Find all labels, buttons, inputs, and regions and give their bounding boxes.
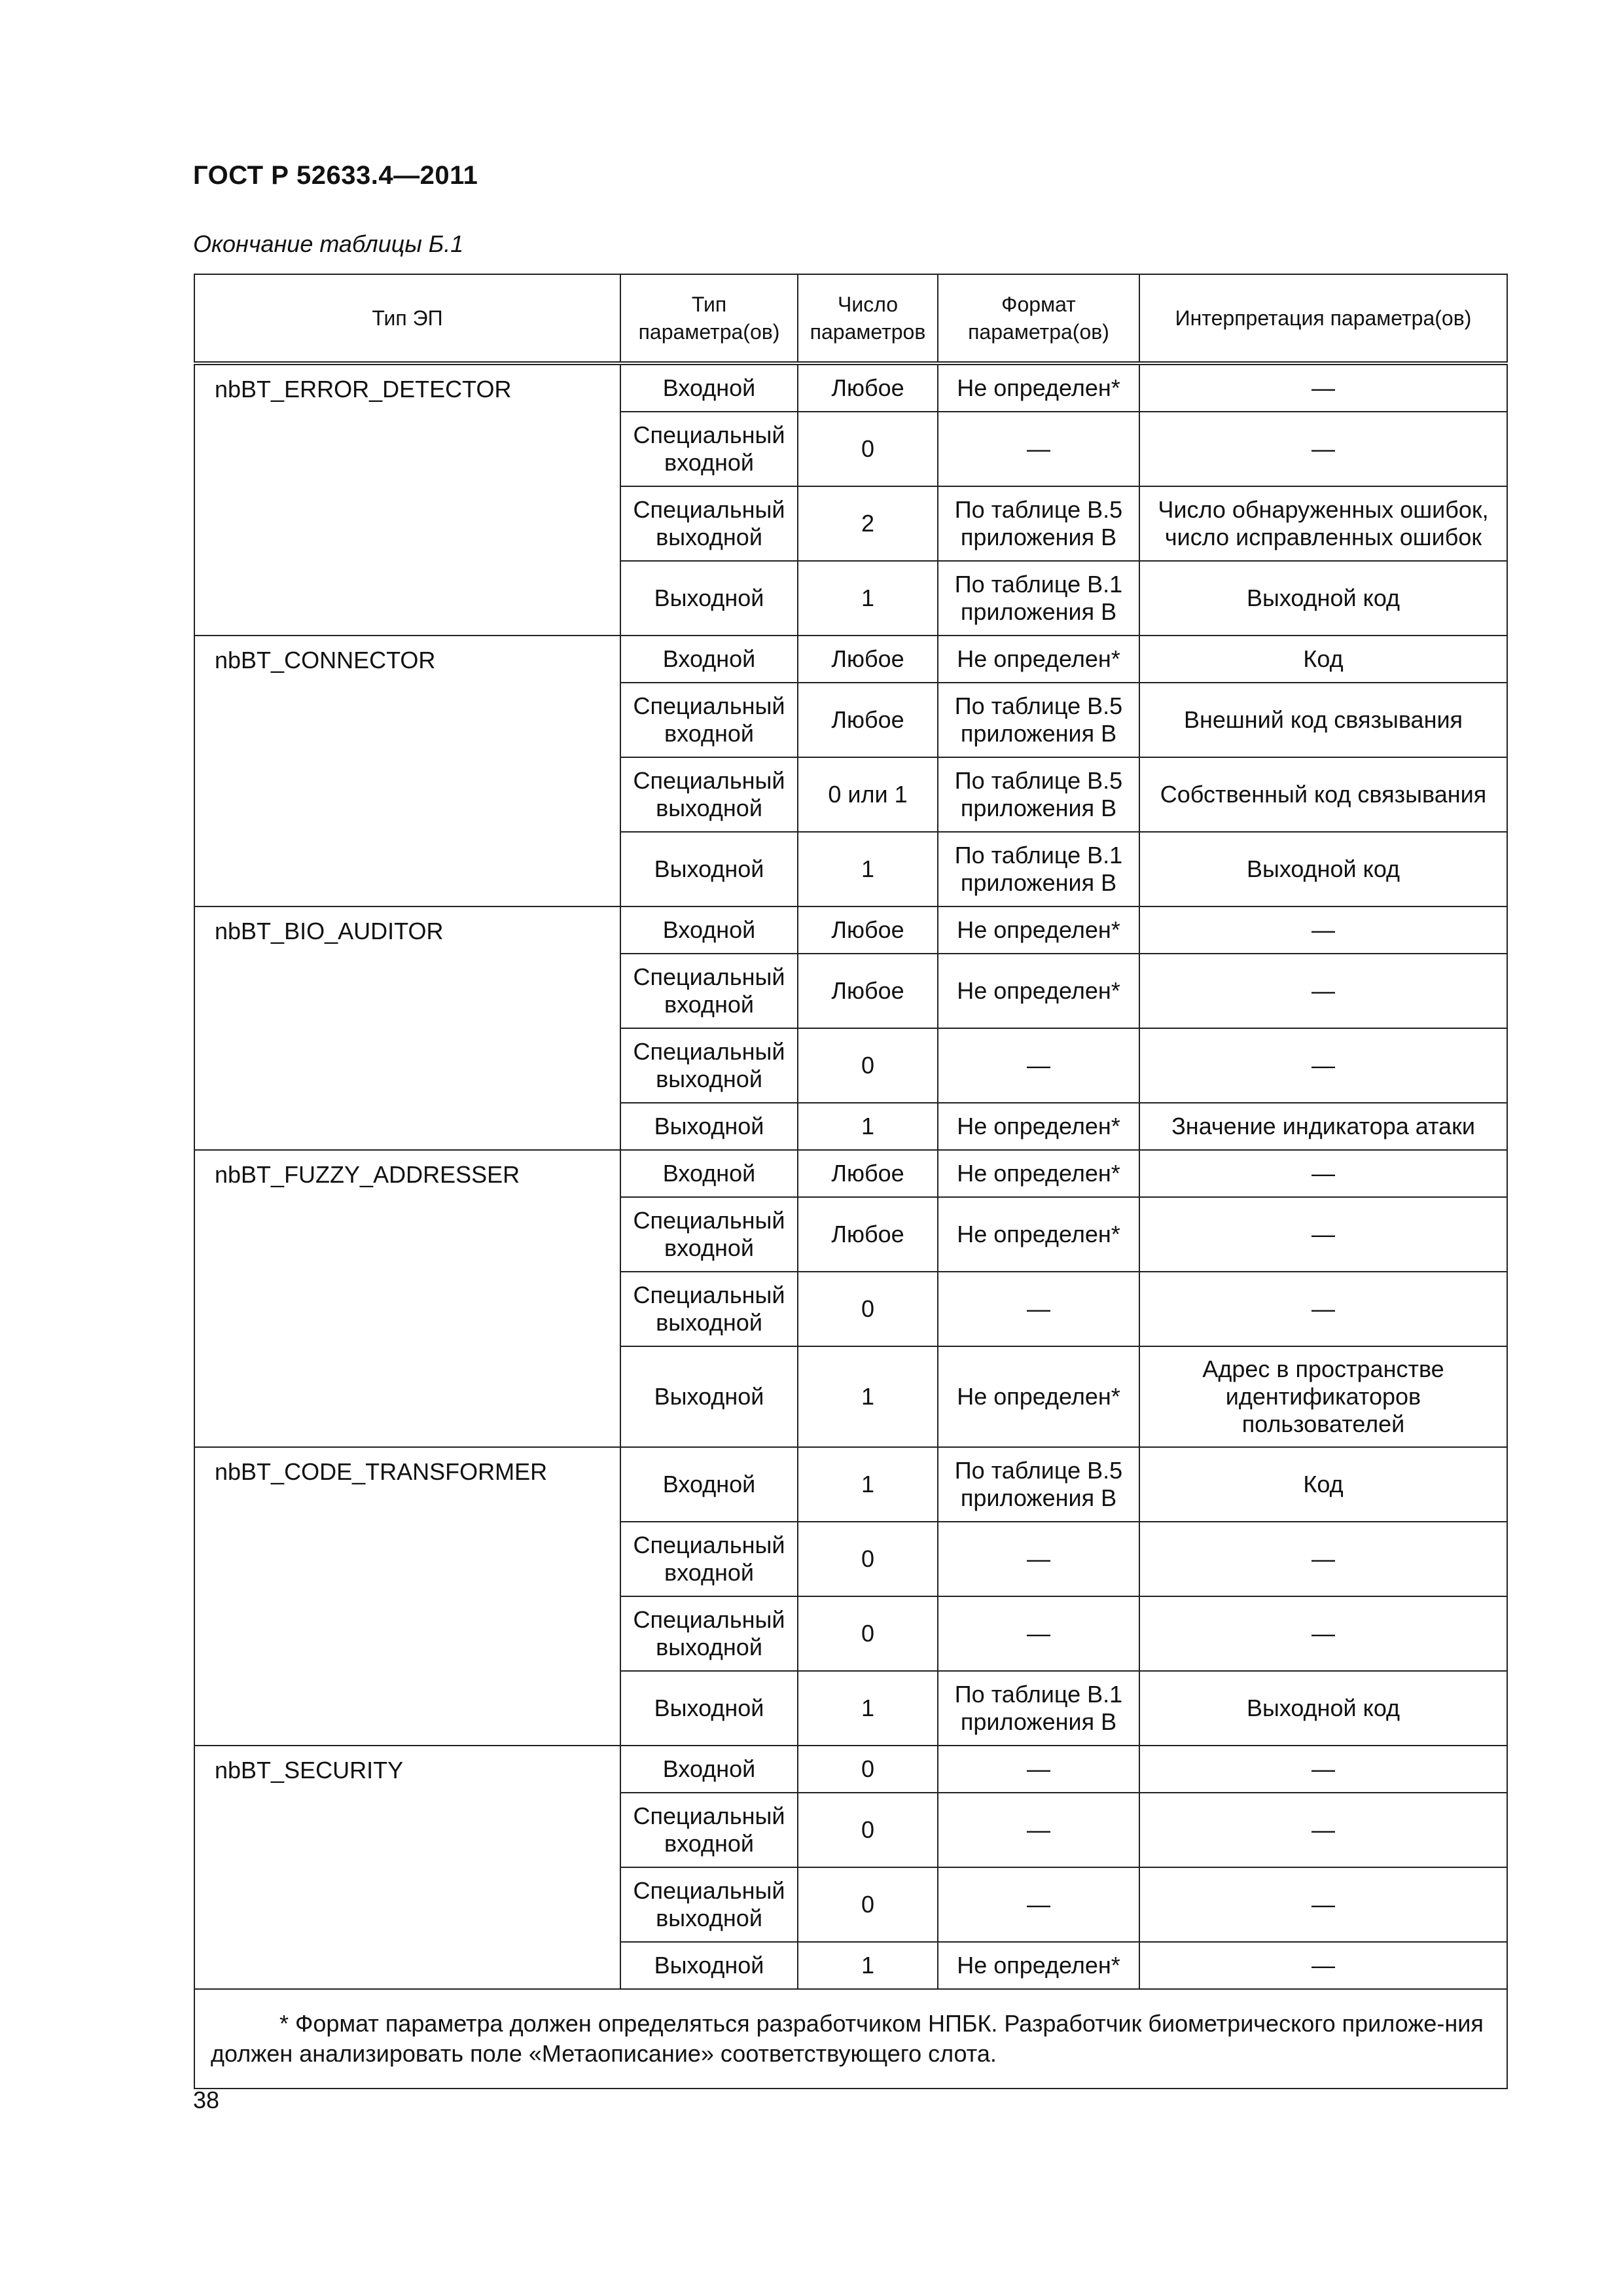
param-interpretation-cell: —	[1139, 906, 1507, 954]
param-interpretation-cell: —	[1139, 1942, 1507, 1989]
param-interpretation-cell: Значение индикатора атаки	[1139, 1103, 1507, 1150]
param-count-cell: 0 или 1	[798, 757, 938, 832]
param-type-cell: Выходной	[620, 832, 798, 906]
table-row	[194, 906, 1507, 954]
table-row	[194, 1447, 1507, 1522]
page-number: 38	[193, 2087, 220, 2113]
table-row	[194, 1746, 1507, 1793]
param-interpretation-cell: Код	[1139, 636, 1507, 683]
param-interpretation-cell: Внешний код связывания	[1139, 683, 1507, 757]
param-count-cell: 1	[798, 1346, 938, 1447]
ep-type-cell: nbBT_FUZZY_ADDRESSER	[194, 1150, 620, 1447]
param-format-cell: —	[938, 1272, 1139, 1346]
param-count-cell: Любое	[798, 954, 938, 1028]
param-format-cell: —	[938, 1522, 1139, 1596]
param-count-cell: Любое	[798, 1150, 938, 1197]
column-header: Тип ЭП	[194, 274, 620, 363]
param-type-cell: Специальный выходной	[620, 1596, 798, 1671]
param-type-cell: Специальный выходной	[620, 757, 798, 832]
param-interpretation-cell: Выходной код	[1139, 1671, 1507, 1746]
param-format-cell: Не определен*	[938, 1197, 1139, 1272]
ep-type-cell: nbBT_SECURITY	[194, 1746, 620, 1989]
param-type-cell: Входной	[620, 636, 798, 683]
param-count-cell: 1	[798, 1942, 938, 1989]
column-header: Интерпретация параметра(ов)	[1139, 274, 1507, 363]
param-interpretation-cell: —	[1139, 412, 1507, 486]
param-count-cell: 2	[798, 486, 938, 561]
param-format-cell: По таблице В.1 приложения В	[938, 832, 1139, 906]
param-format-cell: По таблице В.5 приложения В	[938, 1447, 1139, 1522]
table-header-row	[194, 274, 1507, 363]
param-interpretation-cell: —	[1139, 1596, 1507, 1671]
param-type-cell: Выходной	[620, 561, 798, 636]
param-format-cell: По таблице В.1 приложения В	[938, 1671, 1139, 1746]
param-format-cell: —	[938, 1793, 1139, 1867]
table-caption: Окончание таблицы Б.1	[193, 230, 464, 257]
param-type-cell: Специальный входной	[620, 1793, 798, 1867]
param-type-cell: Выходной	[620, 1103, 798, 1150]
param-format-cell: Не определен*	[938, 363, 1139, 412]
param-count-cell: 1	[798, 1103, 938, 1150]
ep-type-cell: nbBT_BIO_AUDITOR	[194, 906, 620, 1150]
param-interpretation-cell: —	[1139, 1746, 1507, 1793]
param-count-cell: 0	[798, 1028, 938, 1103]
param-count-cell: Любое	[798, 1197, 938, 1272]
param-format-cell: Не определен*	[938, 1346, 1139, 1447]
param-count-cell: 0	[798, 1522, 938, 1596]
param-count-cell: 1	[798, 832, 938, 906]
param-type-cell: Входной	[620, 1746, 798, 1793]
column-header: Тип параметра(ов)	[620, 274, 798, 363]
table-row	[194, 636, 1507, 683]
param-type-cell: Специальный выходной	[620, 1867, 798, 1942]
param-type-cell: Входной	[620, 1447, 798, 1522]
param-type-cell: Специальный входной	[620, 954, 798, 1028]
param-count-cell: Любое	[798, 906, 938, 954]
param-interpretation-cell: —	[1139, 1150, 1507, 1197]
param-count-cell: Любое	[798, 683, 938, 757]
param-type-cell: Специальный входной	[620, 1197, 798, 1272]
param-type-cell: Специальный входной	[620, 1522, 798, 1596]
param-format-cell: Не определен*	[938, 636, 1139, 683]
param-format-cell: Не определен*	[938, 1942, 1139, 1989]
param-format-cell: —	[938, 1028, 1139, 1103]
param-count-cell: 0	[798, 1596, 938, 1671]
param-type-cell: Специальный выходной	[620, 1028, 798, 1103]
parameters-table	[194, 274, 1508, 2089]
param-format-cell: Не определен*	[938, 906, 1139, 954]
param-type-cell: Специальный входной	[620, 683, 798, 757]
param-interpretation-cell: —	[1139, 1793, 1507, 1867]
param-interpretation-cell: —	[1139, 1867, 1507, 1942]
param-interpretation-cell: —	[1139, 954, 1507, 1028]
footnote-row	[194, 1989, 1507, 2089]
param-format-cell: По таблице В.1 приложения В	[938, 561, 1139, 636]
param-format-cell: Не определен*	[938, 1103, 1139, 1150]
param-type-cell: Специальный выходной	[620, 486, 798, 561]
param-format-cell: —	[938, 1596, 1139, 1671]
param-interpretation-cell: —	[1139, 1197, 1507, 1272]
param-interpretation-cell: Адрес в пространстве идентификаторов пользователей	[1139, 1346, 1507, 1447]
param-interpretation-cell: —	[1139, 363, 1507, 412]
param-interpretation-cell: Число обнаруженных ошибок, число исправленных ошибок	[1139, 486, 1507, 561]
param-type-cell: Выходной	[620, 1346, 798, 1447]
param-interpretation-cell: Код	[1139, 1447, 1507, 1522]
table-row	[194, 1150, 1507, 1197]
table-row	[194, 363, 1507, 412]
param-format-cell: По таблице В.5 приложения В	[938, 683, 1139, 757]
param-interpretation-cell: —	[1139, 1028, 1507, 1103]
param-count-cell: Любое	[798, 363, 938, 412]
param-count-cell: 0	[798, 1746, 938, 1793]
param-format-cell: —	[938, 1867, 1139, 1942]
param-interpretation-cell: Выходной код	[1139, 832, 1507, 906]
param-count-cell: 0	[798, 412, 938, 486]
param-interpretation-cell: Выходной код	[1139, 561, 1507, 636]
table-footnote: * Формат параметра должен определяться разработчиком НПБК. Разработчик биометрического приложе-ния должен анализировать поле «Метаописание» соответствующего слота.	[194, 1989, 1507, 2089]
param-count-cell: 0	[798, 1793, 938, 1867]
param-format-cell: —	[938, 1746, 1139, 1793]
param-count-cell: 1	[798, 1447, 938, 1522]
param-type-cell: Специальный выходной	[620, 1272, 798, 1346]
param-format-cell: Не определен*	[938, 954, 1139, 1028]
ep-type-cell: nbBT_CODE_TRANSFORMER	[194, 1447, 620, 1746]
param-count-cell: 0	[798, 1272, 938, 1346]
ep-type-cell: nbBT_ERROR_DETECTOR	[194, 363, 620, 636]
param-type-cell: Входной	[620, 906, 798, 954]
param-count-cell: 1	[798, 561, 938, 636]
param-type-cell: Выходной	[620, 1671, 798, 1746]
param-count-cell: 1	[798, 1671, 938, 1746]
param-interpretation-cell: —	[1139, 1522, 1507, 1596]
param-type-cell: Входной	[620, 363, 798, 412]
ep-type-cell: nbBT_CONNECTOR	[194, 636, 620, 906]
param-type-cell: Специальный входной	[620, 412, 798, 486]
param-format-cell: —	[938, 412, 1139, 486]
param-count-cell: 0	[798, 1867, 938, 1942]
param-type-cell: Входной	[620, 1150, 798, 1197]
param-format-cell: Не определен*	[938, 1150, 1139, 1197]
param-format-cell: По таблице В.5 приложения В	[938, 486, 1139, 561]
param-type-cell: Выходной	[620, 1942, 798, 1989]
param-interpretation-cell: —	[1139, 1272, 1507, 1346]
document-header: ГОСТ Р 52633.4—2011	[193, 161, 478, 190]
column-header: Число параметров	[798, 274, 938, 363]
param-format-cell: По таблице В.5 приложения В	[938, 757, 1139, 832]
column-header: Формат параметра(ов)	[938, 274, 1139, 363]
param-count-cell: Любое	[798, 636, 938, 683]
param-interpretation-cell: Собственный код связывания	[1139, 757, 1507, 832]
